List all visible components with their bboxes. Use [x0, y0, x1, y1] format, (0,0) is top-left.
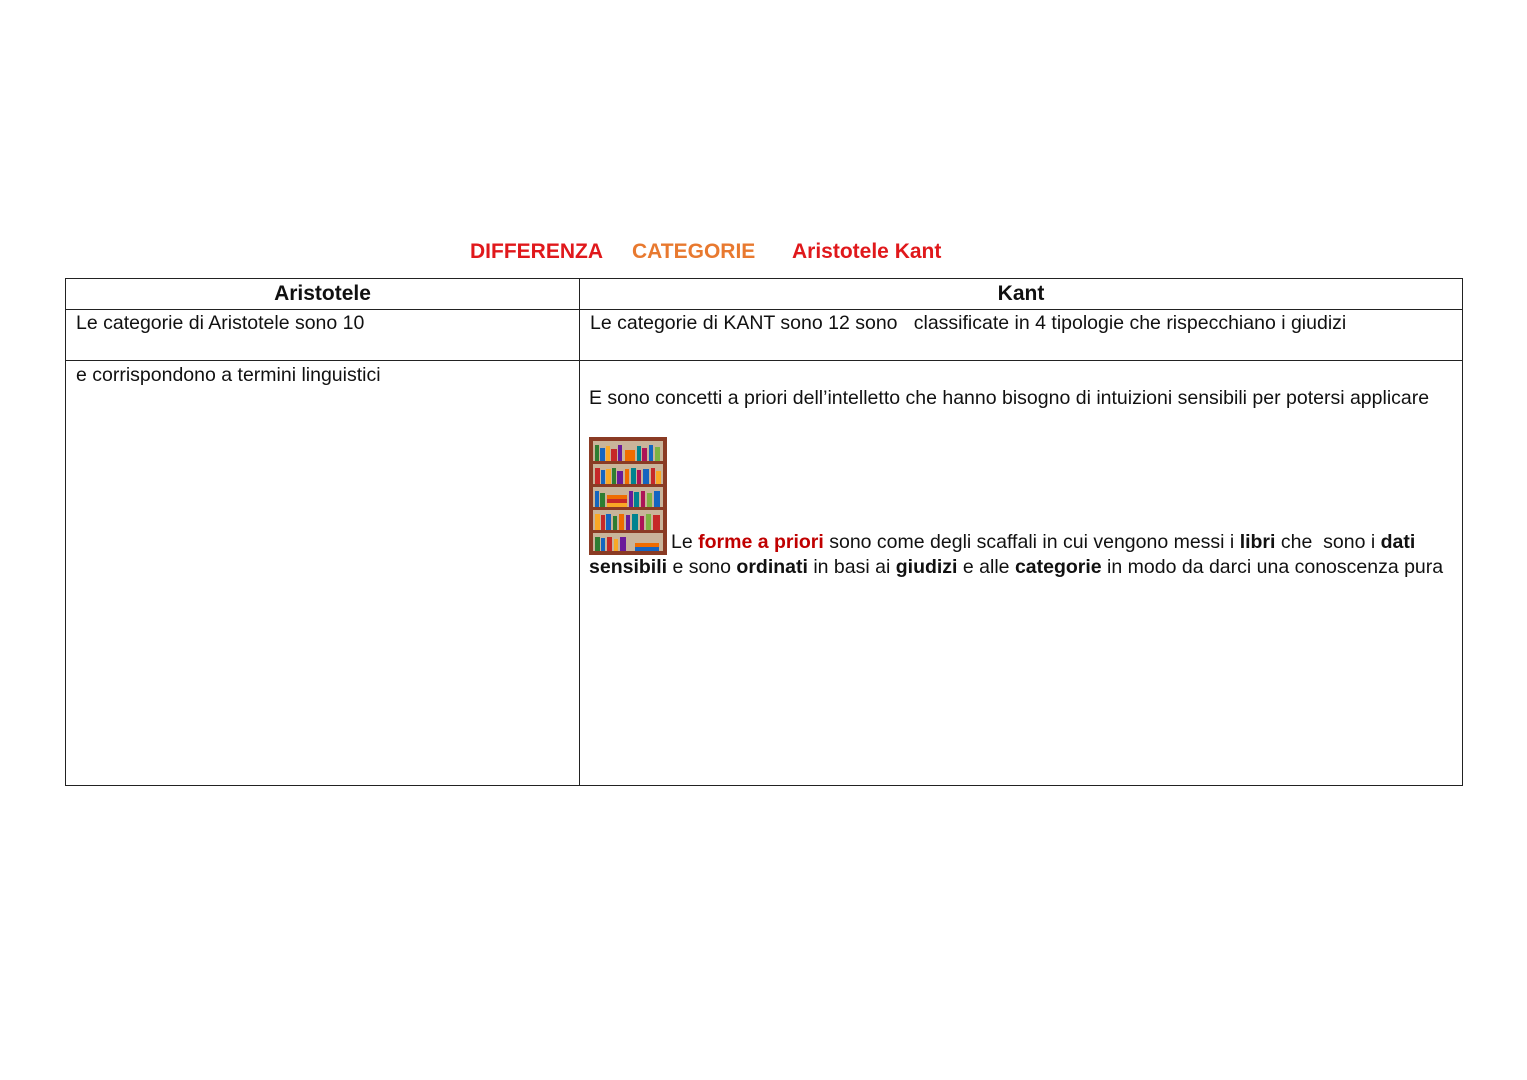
- cell-aristotele-linguistic: [66, 361, 580, 786]
- analogy-text: e alle: [957, 556, 1015, 578]
- title-aristotele-kant: Aristotele Kant: [792, 240, 942, 263]
- cell-kant-count: [580, 310, 1463, 361]
- ordinati-term: ordinati: [736, 556, 808, 578]
- analogy-text: sono come degli scaffali in cui vengono messi i: [823, 531, 1240, 553]
- analogy-text: Le: [671, 531, 699, 553]
- document-title: [0, 238, 1527, 266]
- title-differenza: DIFFERENZA: [470, 240, 603, 263]
- kant-concepts-text: E sono concetti a priori dell’intelletto che hanno bisogno di intuizioni sensibili per potersi applicare: [589, 387, 1430, 409]
- analogy-text: e sono: [667, 556, 737, 578]
- categorie-term: categorie: [1014, 556, 1102, 578]
- header-kant: Kant: [580, 279, 1463, 310]
- analogy-text: in modo da darci una conoscenza pura: [1101, 556, 1444, 578]
- analogy-text: che sono i: [1275, 531, 1381, 553]
- cell-aristotele-count: [66, 310, 580, 361]
- aristotele-linguistic-text: e corrispondono a termini linguistici: [76, 364, 381, 386]
- aristotele-count-text: Le categorie di Aristotele sono 10: [76, 312, 365, 334]
- forme-a-priori-term: forme a priori: [698, 531, 824, 553]
- giudizi-term: giudizi: [895, 556, 958, 578]
- table-row: [66, 310, 1463, 361]
- bookshelf-icon: [589, 437, 667, 555]
- libri-term: libri: [1239, 531, 1276, 553]
- header-row: [66, 279, 1463, 310]
- header-aristotele: Aristotele: [66, 279, 580, 310]
- cell-kant-concepts: [580, 361, 1463, 786]
- comparison-table: [65, 278, 1463, 786]
- analogy-paragraph: [589, 437, 1453, 580]
- analogy-text: in basi ai: [807, 556, 896, 578]
- kant-count-text: Le categorie di KANT sono 12 sono classificate in 4 tipologie che rispecchiano i giudizi: [590, 312, 1347, 334]
- title-categorie: CATEGORIE: [632, 240, 756, 263]
- dati-sensibili-term: dati sensibili: [589, 531, 1416, 578]
- table-row: [66, 361, 1463, 786]
